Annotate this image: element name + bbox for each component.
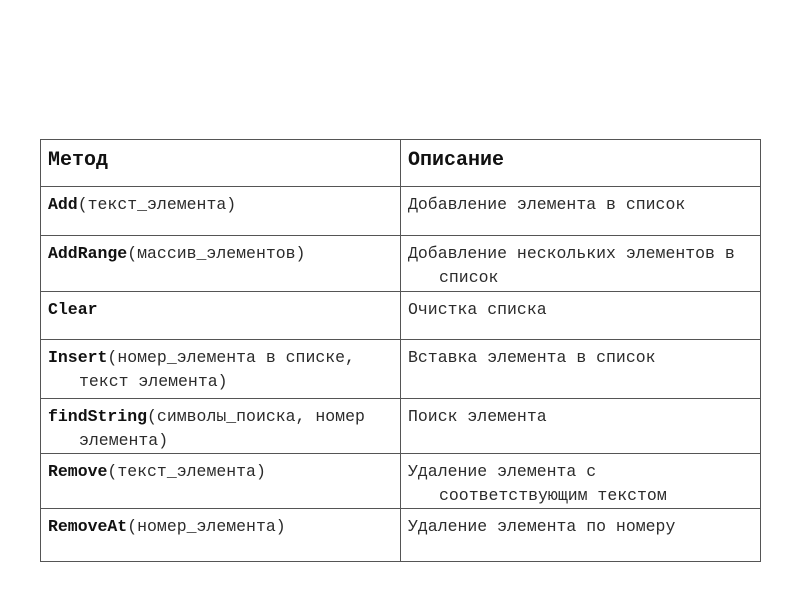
method-cell — [41, 236, 401, 292]
header-description-label: Описание — [408, 149, 505, 172]
description-cell — [401, 454, 761, 509]
method-args: (символы_поиска, номер элемента) — [79, 407, 365, 450]
method-name: findString — [48, 407, 148, 426]
header-method — [41, 140, 401, 187]
method-args: (массив_элементов) — [127, 244, 306, 263]
header-method-label: Метод — [48, 149, 109, 172]
description-cell — [401, 509, 761, 562]
method-args: (текст_элемента) — [107, 462, 266, 481]
method-cell — [41, 454, 401, 509]
description-cell — [401, 399, 761, 454]
method-cell — [41, 292, 401, 340]
description-cell — [401, 292, 761, 340]
method-description: Добавление элемента в список — [408, 195, 686, 214]
table-row — [41, 399, 761, 454]
description-cell — [401, 187, 761, 236]
table-header-row — [41, 140, 761, 187]
method-description: Очистка списка — [408, 300, 547, 319]
table-row — [41, 340, 761, 399]
table-row — [41, 509, 761, 562]
description-cell — [401, 340, 761, 399]
table-row — [41, 236, 761, 292]
method-cell — [41, 187, 401, 236]
method-args: (номер_элемента) — [127, 517, 286, 536]
method-args: (текст_элемента) — [77, 195, 237, 214]
method-cell — [41, 399, 401, 454]
method-name: Remove — [48, 462, 108, 481]
method-description: Удаление элемента с соответствующим текстом — [408, 462, 667, 505]
method-name: RemoveAt — [48, 517, 128, 536]
method-description: Поиск элемента — [408, 407, 547, 426]
method-description: Добавление нескольких элементов в список — [408, 244, 735, 287]
method-name: Insert — [48, 348, 108, 367]
method-description: Удаление элемента по номеру — [408, 517, 676, 536]
method-name: Clear — [48, 300, 98, 319]
table-row — [41, 292, 761, 340]
method-args: (номер_элемента в списке, текст элемента) — [79, 348, 355, 391]
table-row — [41, 454, 761, 509]
methods-table — [40, 139, 761, 562]
method-cell — [41, 340, 401, 399]
method-description: Вставка элемента в список — [408, 348, 656, 367]
method-name: Add — [48, 195, 78, 214]
header-description — [401, 140, 761, 187]
method-cell — [41, 509, 401, 562]
method-name: AddRange — [48, 244, 128, 263]
table-row — [41, 187, 761, 236]
description-cell — [401, 236, 761, 292]
